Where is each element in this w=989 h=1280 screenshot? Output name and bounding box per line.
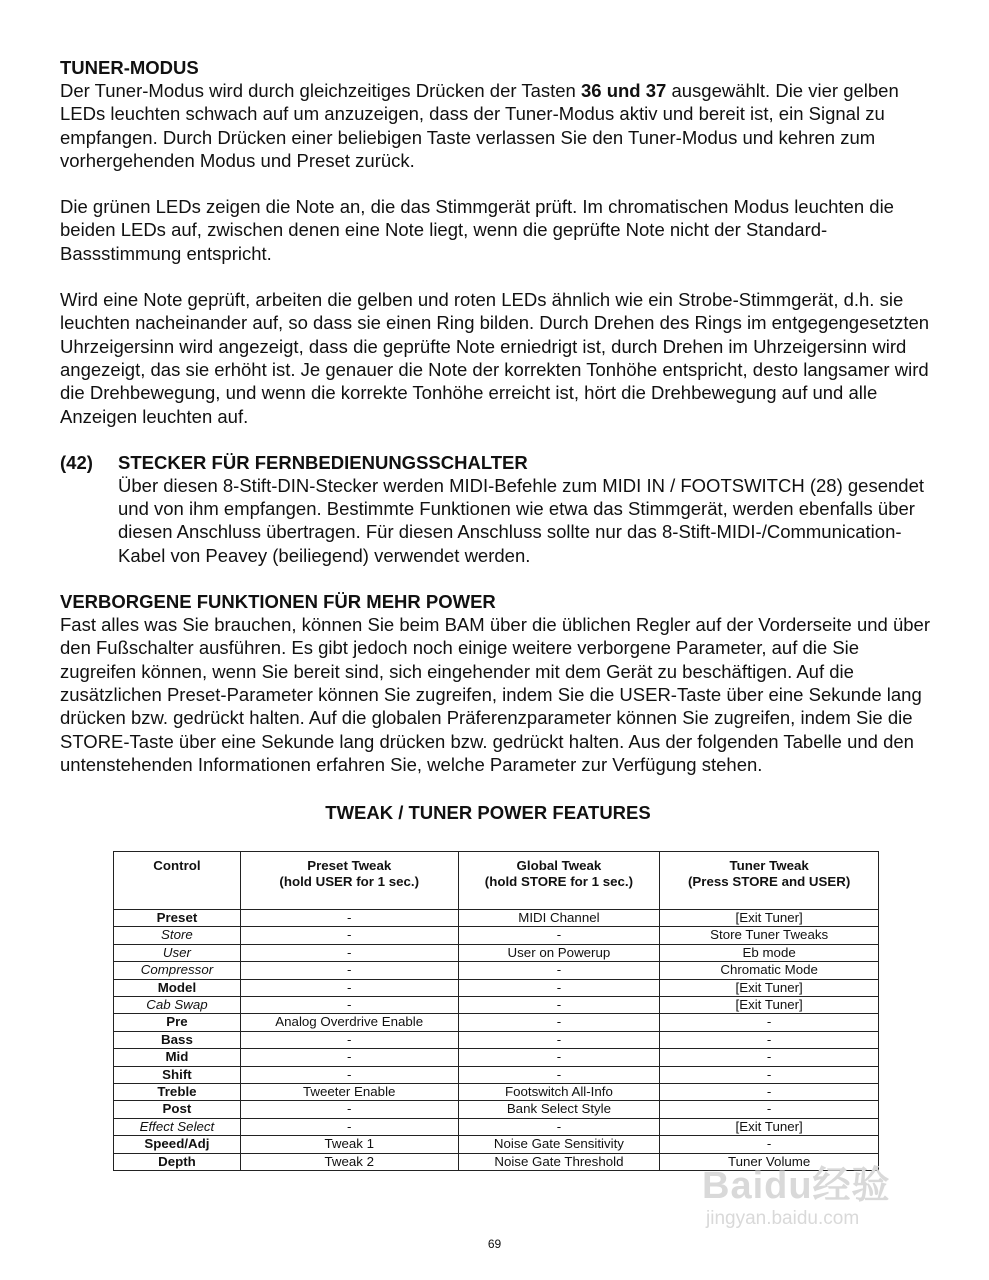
- cell-control: User: [114, 944, 241, 961]
- table-row: [114, 927, 879, 944]
- cell-control: Model: [114, 979, 241, 996]
- table-row: [114, 1014, 879, 1031]
- cell-tuner-tweak: Tuner Volume: [660, 1153, 879, 1170]
- page-number: 69: [487, 1237, 502, 1251]
- cell-global-tweak: Noise Gate Sensitivity: [458, 1136, 660, 1153]
- cell-preset-tweak: -: [240, 962, 458, 979]
- cell-control: Store: [114, 927, 241, 944]
- cell-global-tweak: -: [458, 1066, 660, 1083]
- table-row: [114, 1084, 879, 1101]
- watermark-sub: jingyan.baidu.com: [706, 1208, 860, 1229]
- cell-control: Treble: [114, 1084, 241, 1101]
- cell-global-tweak: -: [458, 962, 660, 979]
- cell-preset-tweak: Tweak 2: [240, 1153, 458, 1170]
- section-42-heading: STECKER FÜR FERNBEDIENUNGSSCHALTER: [118, 451, 528, 473]
- page-content: [60, 56, 930, 831]
- table-row: [114, 997, 879, 1014]
- tuner-paragraph-2: Die grünen LEDs zeigen die Note an, die das Stimmgerät prüft. Im chromatischen Modus leuchten die beiden LEDs auf, zwischen denen eine Note liegt, wenn die geprüfte Note nicht der Standard-Bassstimmung entspricht.: [60, 196, 894, 264]
- cell-preset-tweak: -: [240, 1031, 458, 1048]
- header-control: Control: [114, 852, 241, 910]
- cell-tuner-tweak: [Exit Tuner]: [660, 1118, 879, 1135]
- cell-global-tweak: MIDI Channel: [458, 910, 660, 927]
- cell-preset-tweak: -: [240, 1066, 458, 1083]
- cell-control: Depth: [114, 1153, 241, 1170]
- cell-tuner-tweak: [Exit Tuner]: [660, 910, 879, 927]
- cell-control: Pre: [114, 1014, 241, 1031]
- table-row: [114, 944, 879, 961]
- baidu-watermark: [700, 1150, 930, 1230]
- cell-control: Bass: [114, 1031, 241, 1048]
- cell-tuner-tweak: -: [660, 1014, 879, 1031]
- section-42-text: Über diesen 8-Stift-DIN-Stecker werden MIDI-Befehle zum MIDI IN / FOOTSWITCH (28) gesendet und von ihm empfangen. Bestimmte Funktionen wie etwa das Stimmgerät, werden ebenfalls über diesen Anschluss übertragen. Für diesen Anschluss sollte nur das 8-Stift-MIDI-/Communication-Kabel von Peavey (beiliegend) verwendet werden.: [118, 474, 925, 566]
- cell-preset-tweak: Tweeter Enable: [240, 1084, 458, 1101]
- cell-tuner-tweak: [Exit Tuner]: [660, 979, 879, 996]
- header-global-tweak: Global Tweak (hold STORE for 1 sec.): [458, 852, 660, 910]
- cell-tuner-tweak: -: [660, 1066, 879, 1083]
- features-table: [113, 851, 879, 1171]
- section-42: [60, 451, 930, 567]
- cell-preset-tweak: -: [240, 927, 458, 944]
- cell-preset-tweak: Tweak 1: [240, 1136, 458, 1153]
- cell-preset-tweak: -: [240, 910, 458, 927]
- cell-preset-tweak: Analog Overdrive Enable: [240, 1014, 458, 1031]
- cell-tuner-tweak: -: [660, 1101, 879, 1118]
- cell-control: Speed/Adj: [114, 1136, 241, 1153]
- cell-preset-tweak: -: [240, 1049, 458, 1066]
- cell-control: Shift: [114, 1066, 241, 1083]
- cell-tuner-tweak: Store Tuner Tweaks: [660, 927, 879, 944]
- cell-preset-tweak: -: [240, 1118, 458, 1135]
- hidden-features-text: Fast alles was Sie brauchen, können Sie beim BAM über die üblichen Regler auf der Vorderseite und über den Fußschalter ausführen. Es gibt jedoch noch einige weitere verborgene Parameter, auf die Sie zugreifen können, wenn Sie bereit sind, sich eingehender mit dem Gerät zu beschäftigen. Auf die zusätzlichen Preset-Parameter können Sie zugreifen, indem Sie die USER-Taste über eine Sekunde lang drücken bzw. gedrückt halten. Auf die globalen Präferenzparameter können Sie zugreifen, indem Sie die STORE-Taste über eine Sekunde lang drücken bzw. gedrückt halten. Aus der folgenden Tabelle und den untenstehenden Informationen erfahren Sie, welche Parameter zur Verfügung stehen.: [60, 614, 931, 775]
- cell-control: Effect Select: [114, 1118, 241, 1135]
- watermark-main: Baidu经验: [702, 1165, 891, 1207]
- cell-global-tweak: Footswitch All-Info: [458, 1084, 660, 1101]
- section-42-number: (42): [60, 451, 93, 473]
- cell-global-tweak: -: [458, 1118, 660, 1135]
- p1-text-a: Der Tuner-Modus wird durch gleichzeitiges Drücken der Tasten: [60, 80, 581, 101]
- cell-control: Mid: [114, 1049, 241, 1066]
- cell-control: Preset: [114, 910, 241, 927]
- cell-tuner-tweak: -: [660, 1084, 879, 1101]
- cell-tuner-tweak: -: [660, 1049, 879, 1066]
- cell-preset-tweak: -: [240, 979, 458, 996]
- header-preset-tweak: Preset Tweak (hold USER for 1 sec.): [240, 852, 458, 910]
- table-row: [114, 1066, 879, 1083]
- cell-global-tweak: -: [458, 927, 660, 944]
- tuner-heading: TUNER-MODUS: [60, 57, 199, 78]
- hidden-features-heading: VERBORGENE FUNKTIONEN FÜR MEHR POWER: [60, 591, 496, 613]
- cell-tuner-tweak: Chromatic Mode: [660, 962, 879, 979]
- cell-control: Compressor: [114, 962, 241, 979]
- table-title: TWEAK / TUNER POWER FEATURES: [325, 802, 651, 824]
- cell-tuner-tweak: Eb mode: [660, 944, 879, 961]
- cell-global-tweak: -: [458, 997, 660, 1014]
- cell-preset-tweak: -: [240, 944, 458, 961]
- table-row: [114, 1101, 879, 1118]
- cell-preset-tweak: -: [240, 1101, 458, 1118]
- table-header-row: [114, 852, 879, 910]
- header-tuner-tweak: Tuner Tweak (Press STORE and USER): [660, 852, 879, 910]
- cell-tuner-tweak: -: [660, 1031, 879, 1048]
- cell-tuner-tweak: [Exit Tuner]: [660, 997, 879, 1014]
- table-row: [114, 1118, 879, 1135]
- cell-control: Post: [114, 1101, 241, 1118]
- cell-global-tweak: Noise Gate Threshold: [458, 1153, 660, 1170]
- cell-control: Cab Swap: [114, 997, 241, 1014]
- table-row: [114, 910, 879, 927]
- cell-global-tweak: -: [458, 1031, 660, 1048]
- table-row: [114, 962, 879, 979]
- table-row: [114, 1049, 879, 1066]
- tuner-paragraph-3: Wird eine Note geprüft, arbeiten die gelben und roten LEDs ähnlich wie ein Strobe-Stimmgerät, d.h. sie leuchten nacheinander auf, so dass sie einen Ring bilden. Durch Drehen des Rings im entgegengesetzten Uhrzeigersinn wird angezeigt, dass die geprüfte Note erniedrigt ist, durch Drehen im Uhrzeigersinn wird angezeigt, das sie erhöht ist. Je genauer die Note der korrekten Tonhöhe entspricht, desto langsamer wird die Drehbewegung, und wenn die korrekte Tonhöhe erreicht ist, hört die Drehbewegung auf und alle Anzeigen leuchten auf.: [60, 289, 930, 427]
- cell-global-tweak: User on Powerup: [458, 944, 660, 961]
- cell-global-tweak: -: [458, 1014, 660, 1031]
- p1-bold-keys: 36 und 37: [580, 80, 667, 101]
- cell-preset-tweak: -: [240, 997, 458, 1014]
- cell-global-tweak: -: [458, 979, 660, 996]
- p1-text-b: ausgewählt. Die vier gelben LEDs leuchten schwach auf um anzuzeigen, dass der Tuner-Modus aktiv und bereit ist, ein Signal zu empfangen. Durch Drücken einer beliebigen Taste verlassen Sie den Tuner-Modus und kehren zum vorhergehenden Modus und Preset zurück.: [60, 80, 899, 171]
- table-row: [114, 979, 879, 996]
- table-row: [114, 1031, 879, 1048]
- cell-global-tweak: -: [458, 1049, 660, 1066]
- cell-global-tweak: Bank Select Style: [458, 1101, 660, 1118]
- cell-tuner-tweak: -: [660, 1136, 879, 1153]
- tuner-paragraph-1: [60, 79, 930, 172]
